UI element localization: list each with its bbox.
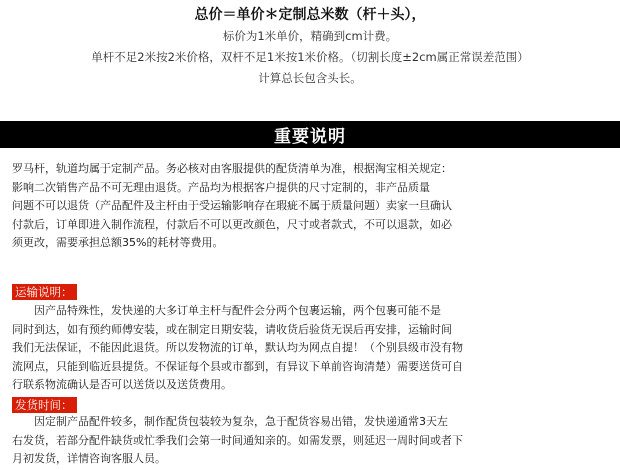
important-notice-banner	[0, 121, 620, 148]
intro-line: 须更改，需要承担总额35%的耗材等费用。	[12, 236, 224, 249]
pricing-line-unit: 标价为1米单价，精确到cm计费。	[222, 29, 398, 43]
delivery-line: 右发货，若部分配件缺货或忙季我们会第一时间通知亲的。如需发票，则延迟一周时间或者下	[12, 433, 463, 447]
shipping-line: 我们无法保证，不能因此退货。所以发物流的订单，默认均为网点自提！（个别县级市没有物	[12, 341, 463, 354]
delivery-line: 月初发货，详情咨询客服人员。	[12, 452, 166, 465]
delivery-section-body	[12, 413, 612, 469]
intro-line: 问题不可以退货（产品配件及主杆由于受运输影响存在瑕疵不属于质量问题）卖家一旦确认	[12, 199, 452, 212]
page-title: 重要说明	[274, 127, 346, 147]
intro-paragraph	[12, 160, 612, 253]
shipping-line: 流网点，只能到临近县提货。不保证每个县或市都到，有异议下单前咨询清楚）需要送货可自	[12, 359, 463, 373]
shipping-line: 行联系物流确认是否可以送货以及送货费用。	[12, 378, 232, 391]
shipping-section-label: 运输说明：	[12, 284, 77, 300]
price-formula: 总价＝单价＊定制总米数（杆＋头），	[194, 7, 426, 23]
shipping-line: 因产品特殊性，发快递的大多订单主杆与配件会分两个包裹运输，两个包裹可能不是	[12, 304, 441, 317]
delivery-line: 因定制产品配件较多，制作配货包装较为复杂，急于配货容易出错，发快递通常3天左	[12, 415, 448, 428]
pricing-line-minimum: 单杆不足2米按2米价格，双杆不足1米按1米价格。（切割长度±2cm属正常误差范围）	[91, 50, 529, 64]
intro-line: 罗马杆，轨道均属于定制产品。务必核对由客服提供的配货清单为准，根据淘宝相关规定：	[12, 162, 452, 175]
pricing-rules	[0, 4, 620, 89]
intro-line: 付款后，订单即进入制作流程，付款后不可以更改颜色，尺寸或者款式，不可以退款，如必	[12, 217, 452, 231]
shipping-section-body	[12, 302, 612, 395]
shipping-line: 同时到达，如有预约师傅安装，或在制定日期安装，请收货后验货无误后再安排，运输时间	[12, 322, 452, 336]
pricing-line-length: 计算总长包含头长。	[258, 71, 362, 85]
intro-line: 影响二次销售产品不可无理由退货。产品均为根据客户提供的尺寸定制的，非产品质量	[12, 180, 430, 194]
delivery-section-label: 发货时间：	[12, 397, 77, 413]
